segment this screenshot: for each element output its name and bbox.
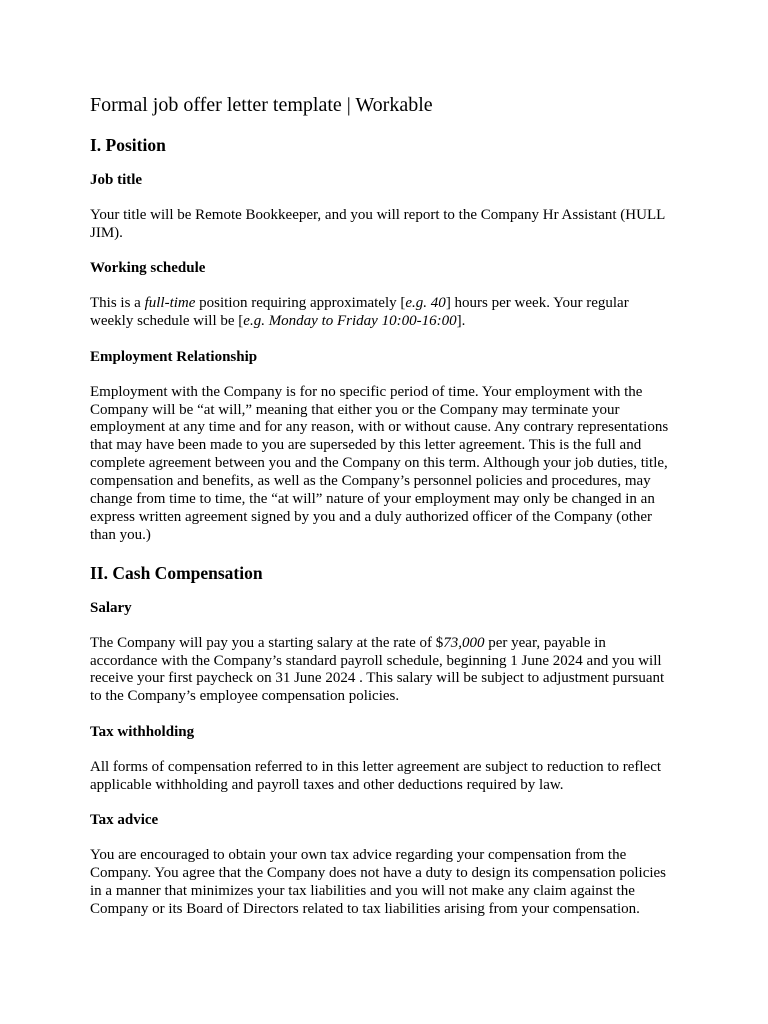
text-segment: ] hours per week. Your regular weekly schedule will be [ [90, 295, 629, 330]
text-segment: per year, payable in accordance with the Company’s standard payroll schedule, beginning 1 June 2024 and you will receive your first paycheck on 31 June 2024 . This salary will be subject to adjustment pursuant to the Company’s employee compensation policies. [90, 634, 665, 705]
paragraph-job-title: Your title will be Remote Bookkeeper, and you will report to the Company Hr Assistant (HULL JIM). [90, 207, 665, 241]
paragraph-employment-relationship: Employment with the Company is for no specific period of time. Your employment with the Company will be “at will,” meaning that either you or the Company may terminate your employment at any time and for any reason, with or without cause. Any contrary representations that may have been made to you are superseded by this letter agreement. This is the full and complete agreement between you and the Company on this term. Although your job duties, title, compensation and benefits, as well as the Company’s personnel policies and procedures, may change from time to time, the “at will” nature of your employment may only be changed in an express written agreement signed by you and a duly authorized officer of the Company (other than you.) [90, 383, 669, 543]
text-segment: ]. [456, 313, 466, 330]
section-heading-position: I. Position [90, 135, 166, 155]
document-title: Formal job offer letter template | Workable [90, 93, 433, 116]
italic-text-segment: e.g. 40 [405, 295, 446, 312]
paragraph-working-schedule [90, 295, 674, 331]
subheading-tax-withholding: Tax withholding [90, 723, 195, 740]
subheading-job-title: Job title [90, 172, 143, 189]
paragraph-salary [90, 635, 674, 707]
paragraph-tax-withholding: All forms of compensation referred to in this letter agreement are subject to reduction to reflect applicable withholding and payroll taxes and other deductions required by law. [90, 758, 662, 793]
text-segment: This is a [90, 295, 145, 312]
subheading-working-schedule: Working schedule [90, 260, 206, 277]
italic-text-segment: e.g. Monday to Friday 10:00-16:00 [243, 313, 457, 330]
text-segment: The Company will pay you a starting salary at the rate of $ [90, 634, 444, 651]
section-heading-cash-compensation: II. Cash Compensation [90, 562, 263, 583]
subheading-salary: Salary [90, 599, 132, 616]
subheading-tax-advice: Tax advice [90, 812, 159, 829]
italic-text-segment: full-time [144, 295, 196, 312]
paragraph-tax-advice: You are encouraged to obtain your own tax advice regarding your compensation from the Company. You agree that the Company does not have a duty to design its compensation policies in a manner that minimizes your tax liabilities and you will not make any claim against the Company or its Board of Directors related to tax liabilities arising from your compensation. [90, 847, 667, 917]
text-segment: position requiring approximately [ [195, 295, 406, 312]
italic-text-segment: 73,000 [443, 634, 485, 651]
subheading-employment-relationship: Employment Relationship [90, 348, 258, 365]
